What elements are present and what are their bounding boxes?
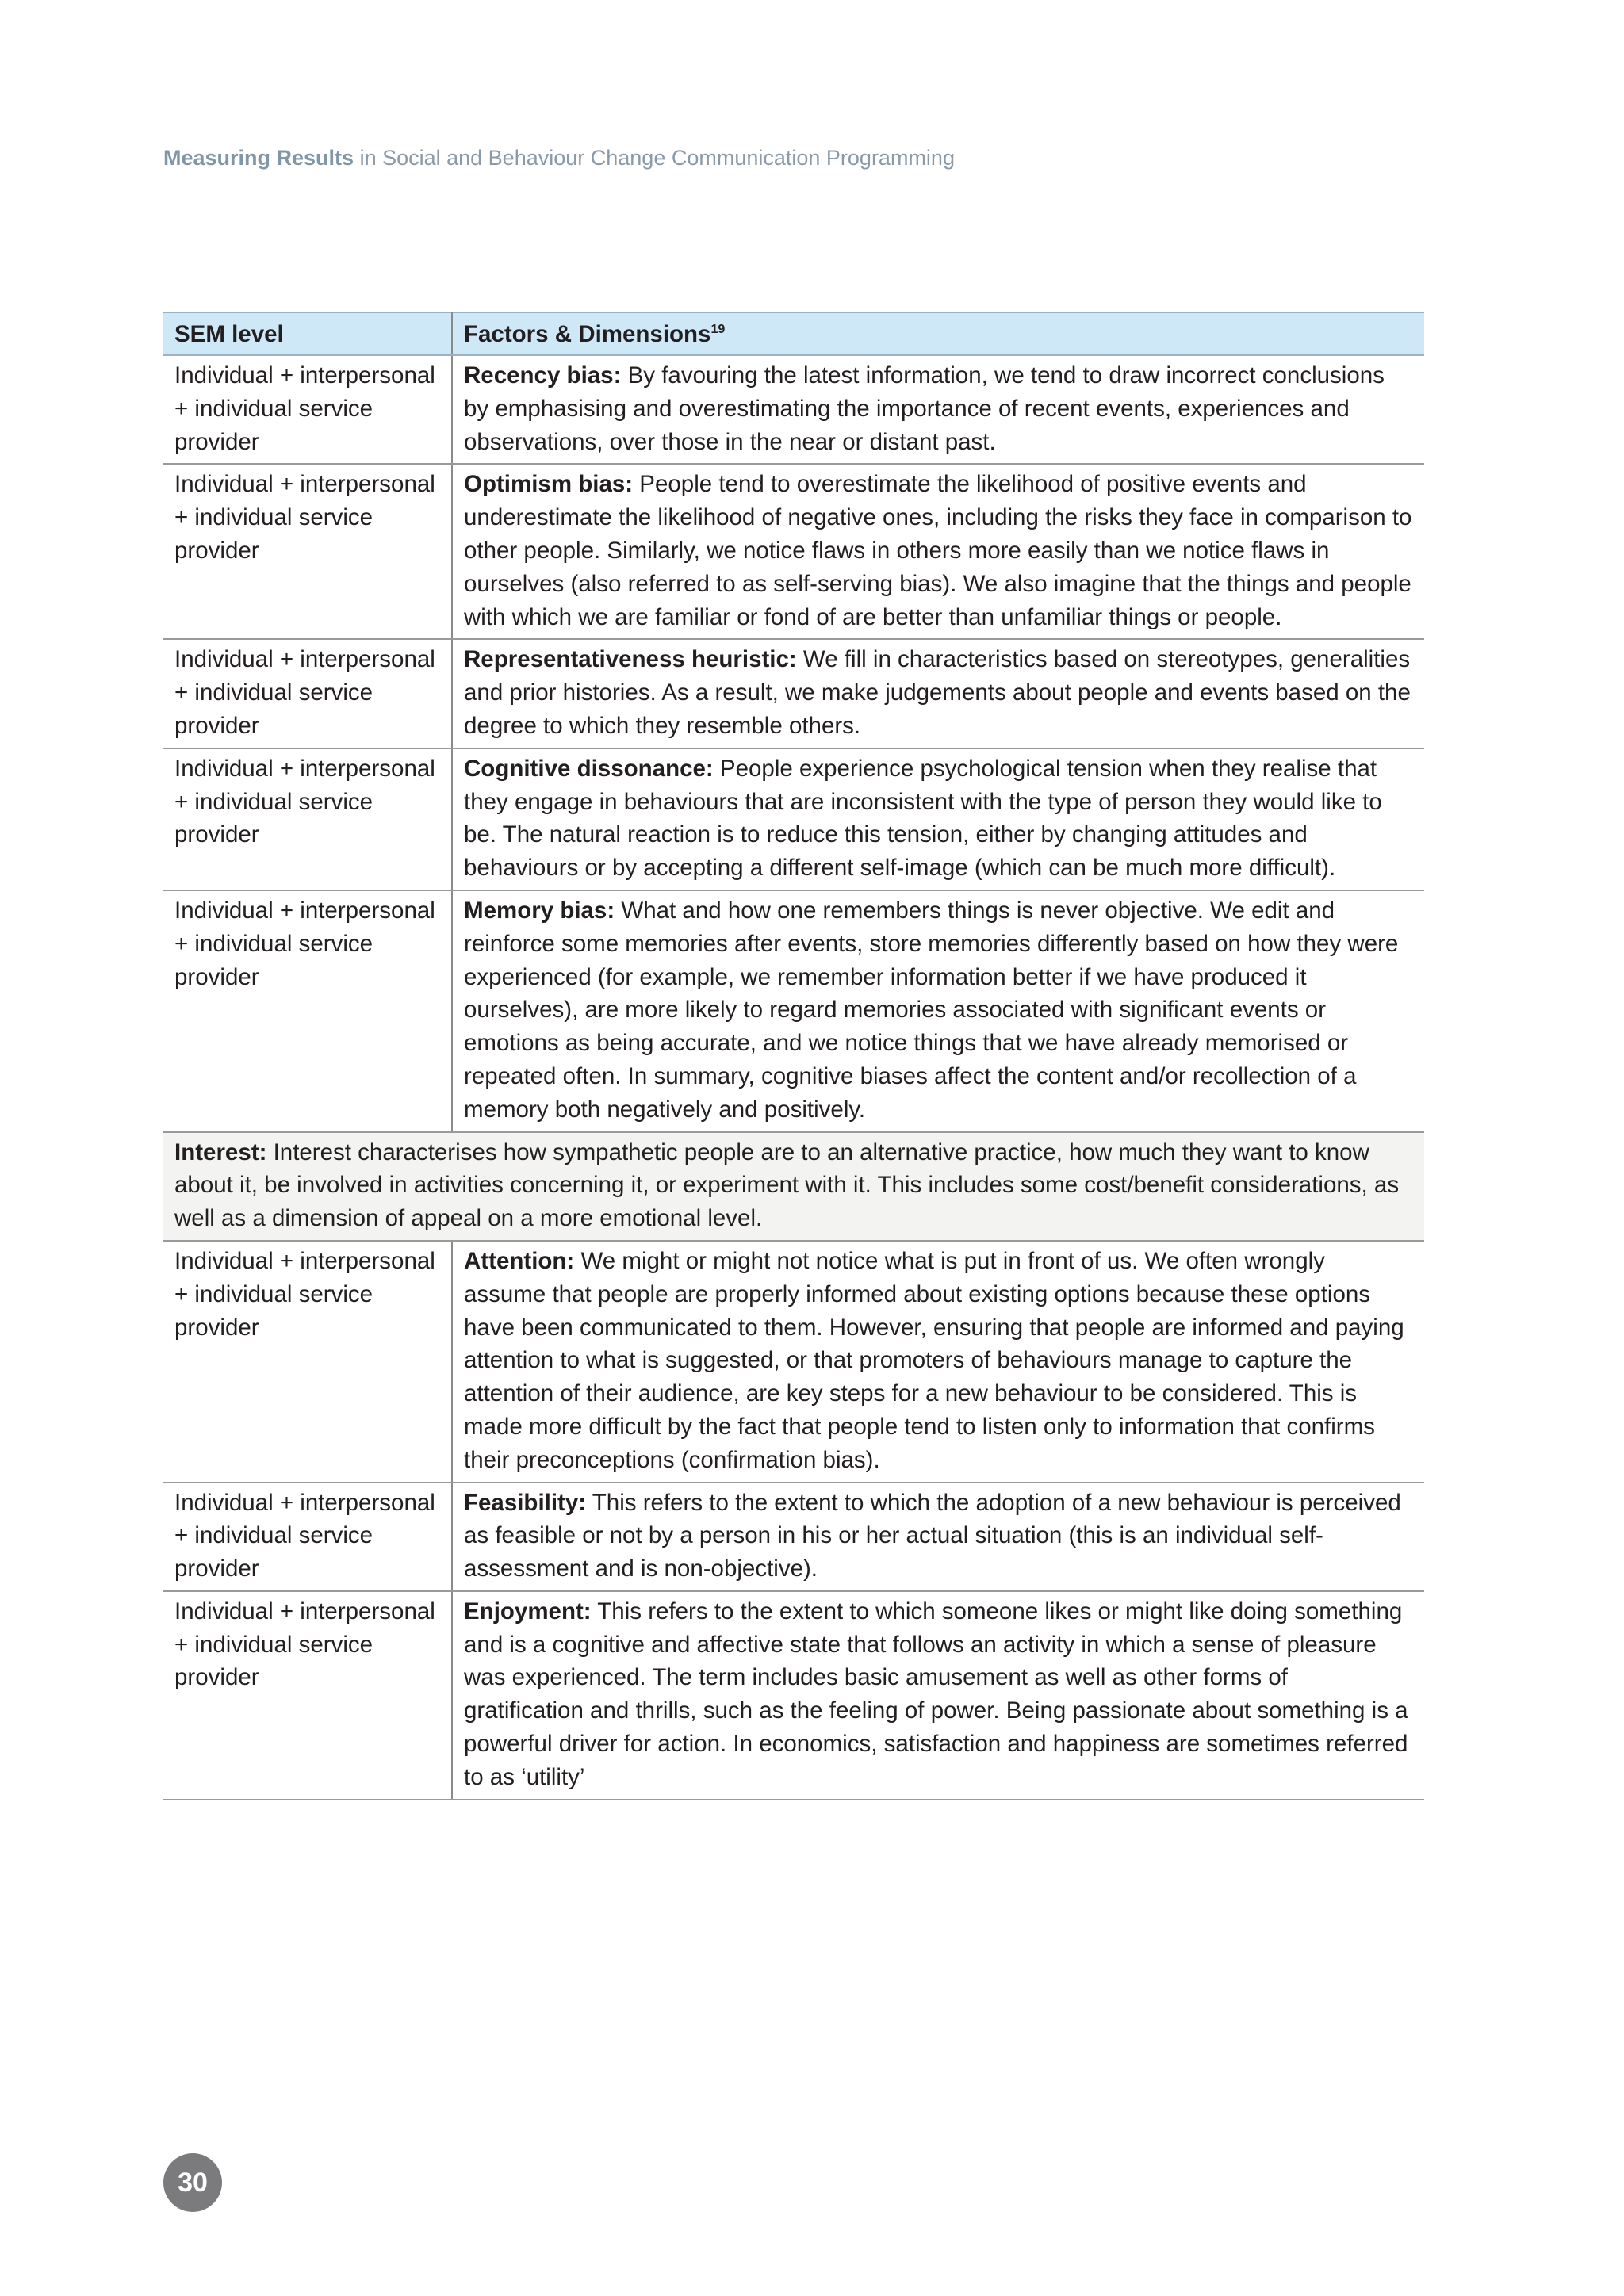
factor-cell <box>452 1483 1424 1591</box>
sem-level-cell: Individual + interpersonal + individual service provider <box>163 355 452 464</box>
factor-cell <box>452 890 1424 1132</box>
factor-term: Recency bias: <box>464 362 622 388</box>
factor-description: People experience psychological tension when they realise that they engage in behaviours that are inconsistent with the type of person they would like to be. The natural reaction is to reduce this tension, either by changing attitudes and behaviours or by accepting a different self-image (which can be much more difficult). <box>464 755 1382 882</box>
factor-cell <box>452 1591 1424 1800</box>
factor-term: Enjoyment: <box>464 1598 592 1624</box>
sem-level-cell: Individual + interpersonal + individual service provider <box>163 890 452 1132</box>
sem-level-cell: Individual + interpersonal + individual service provider <box>163 639 452 748</box>
column-header-factors-label: Factors & Dimensions <box>464 321 711 348</box>
table-row <box>163 748 1424 890</box>
factor-description: By favouring the latest information, we tend to draw incorrect conclusions by emphasising and overestimating the importance of recent events, experiences and observations, over those in the near or distant past. <box>464 362 1385 455</box>
sem-level-cell: Individual + interpersonal + individual service provider <box>163 748 452 890</box>
sem-factors-table <box>163 312 1424 1800</box>
table-row <box>163 464 1424 639</box>
factor-term: Memory bias: <box>464 897 615 924</box>
factor-description: We fill in characteristics based on stereotypes, generalities and prior histories. As a result, we make judgements about people and events based on the degree to which they resemble others. <box>464 646 1411 739</box>
table-header-row <box>163 312 1424 355</box>
sem-level-cell: Individual + interpersonal + individual service provider <box>163 1591 452 1800</box>
table-row <box>163 355 1424 464</box>
factor-cell <box>452 355 1424 464</box>
section-row-interest <box>163 1132 1424 1241</box>
table-row <box>163 1591 1424 1800</box>
factor-term: Attention: <box>464 1247 575 1274</box>
factor-cell <box>452 639 1424 748</box>
running-header <box>163 146 955 170</box>
section-description: Interest characterises how sympathetic people are to an alternative practice, how much they want to know about it, be involved in activities concerning it, or experiment with it. This includes some cost/benefit considerations, as well as a dimension of appeal on a more emotional level. <box>174 1138 1400 1232</box>
factor-cell <box>452 748 1424 890</box>
factor-description: This refers to the extent to which someone likes or might like doing something and is a cognitive and affective state that follows an activity in which a sense of pleasure was experienced. The term includes basic amusement as well as other forms of gratification and thrills, such as the feeling of power. Being passionate about something is a powerful driver for action. In economics, satisfaction and happiness are sometimes referred to as ‘utility’ <box>464 1598 1408 1790</box>
factor-term: Cognitive dissonance: <box>464 755 714 782</box>
running-header-subtitle: in Social and Behaviour Change Communication Programming <box>354 146 955 170</box>
table-row <box>163 1483 1424 1591</box>
factor-cell <box>452 1241 1424 1483</box>
sem-level-cell: Individual + interpersonal + individual service provider <box>163 1483 452 1591</box>
factor-description: We might or might not notice what is put in front of us. We often wrongly assume that people are properly informed about existing options because these options have been communicated to them. However, ensuring that people are informed and paying attention to what is suggested, or that promoters of behaviours manage to capture the attention of their audience, are key steps for a new behaviour to be considered. This is made more difficult by the fact that people tend to listen only to information that confirms their preconceptions (confirmation bias). <box>464 1247 1404 1473</box>
page-number-badge <box>163 2153 222 2212</box>
column-header-factors <box>452 312 1424 355</box>
factor-term: Representativeness heuristic: <box>464 646 797 673</box>
table-row <box>163 890 1424 1132</box>
running-header-title: Measuring Results <box>163 146 354 170</box>
page-number: 30 <box>178 2167 208 2198</box>
factor-description: What and how one remembers things is never objective. We edit and reinforce some memories after events, store memories differently based on how they were experienced (for example, we remember information better if we have produced it ourselves), are more likely to regard memories associated with significant events or emotions as being accurate, and we notice things that we have already memorised or repeated often. In summary, cognitive biases affect the content and/or recollection of a memory both negatively and positively. <box>464 897 1399 1123</box>
factor-term: Feasibility: <box>464 1489 587 1516</box>
section-term: Interest: <box>174 1138 267 1165</box>
factor-cell <box>452 464 1424 639</box>
sem-level-cell: Individual + interpersonal + individual service provider <box>163 464 452 639</box>
footnote-marker: 19 <box>710 323 726 337</box>
column-header-sem-level: SEM level <box>163 312 452 355</box>
factor-description: People tend to overestimate the likelihood of positive events and underestimate the likelihood of negative ones, including the risks they face in comparison to other people. Similarly, we notice flaws in others more easily than we notice flaws in ourselves (also referred to as self-serving bias). We also imagine that the things and people with which we are familiar or fond of are better than unfamiliar things or people. <box>464 471 1412 630</box>
factor-description: This refers to the extent to which the adoption of a new behaviour is perceived as feasible or not by a person in his or her actual situation (this is an individual self-assessment and is non-objective). <box>464 1489 1401 1582</box>
table-row <box>163 639 1424 748</box>
table-row <box>163 1241 1424 1483</box>
sem-level-cell: Individual + interpersonal + individual service provider <box>163 1241 452 1483</box>
section-cell <box>163 1132 1424 1241</box>
factor-term: Optimism bias: <box>464 471 634 498</box>
